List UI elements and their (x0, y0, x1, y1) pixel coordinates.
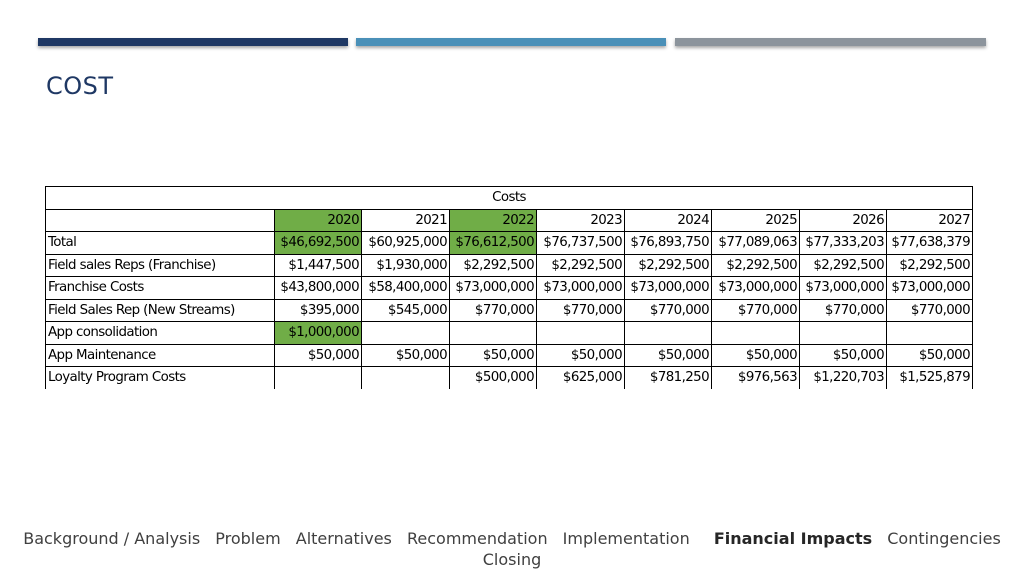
year-header: 2021 (362, 209, 450, 232)
header-blank-cell (46, 209, 275, 232)
cost-cell: $73,000,000 (625, 277, 712, 300)
cost-cell: $43,800,000 (275, 277, 362, 300)
cost-cell: $58,400,000 (362, 277, 450, 300)
cost-cell: $50,000 (275, 344, 362, 367)
cost-cell: $60,925,000 (362, 232, 450, 255)
cost-cell: $1,000,000 (275, 322, 362, 345)
cost-cell: $2,292,500 (712, 254, 800, 277)
table-caption-row (46, 187, 973, 210)
cost-cell: $46,692,500 (275, 232, 362, 255)
table-header-row (46, 209, 973, 232)
cost-cell: $73,000,000 (800, 277, 887, 300)
nav-item-contingencies[interactable]: Contingencies (887, 529, 1001, 548)
cost-cell: $976,563 (712, 367, 800, 389)
cost-cell: $1,930,000 (362, 254, 450, 277)
cost-cell (712, 322, 800, 345)
row-label: Franchise Costs (46, 277, 275, 300)
table-row (46, 277, 973, 300)
table-row (46, 232, 973, 255)
row-label: Field Sales Rep (New Streams) (46, 299, 275, 322)
cost-cell: $76,612,500 (450, 232, 537, 255)
cost-cell: $770,000 (712, 299, 800, 322)
cost-cell: $770,000 (537, 299, 625, 322)
year-header: 2022 (450, 209, 537, 232)
cost-cell: $73,000,000 (887, 277, 973, 300)
cost-cell: $77,638,379 (887, 232, 973, 255)
header-accent-bars (38, 38, 986, 47)
cost-cell (625, 322, 712, 345)
cost-cell: $50,000 (887, 344, 973, 367)
cost-cell: $50,000 (537, 344, 625, 367)
cost-cell: $50,000 (712, 344, 800, 367)
cost-cell: $77,333,203 (800, 232, 887, 255)
cost-cell: $1,220,703 (800, 367, 887, 389)
row-label: Loyalty Program Costs (46, 367, 275, 389)
cost-cell: $781,250 (625, 367, 712, 389)
cost-cell: $50,000 (800, 344, 887, 367)
accent-bar-navy (38, 38, 348, 46)
table-row (46, 254, 973, 277)
year-header: 2020 (275, 209, 362, 232)
cost-cell: $2,292,500 (800, 254, 887, 277)
cost-cell (800, 322, 887, 345)
nav-item-recommendation[interactable]: Recommendation (406, 529, 548, 548)
cost-cell: $770,000 (625, 299, 712, 322)
cost-cell: $50,000 (450, 344, 537, 367)
row-label: Field sales Reps (Franchise) (46, 254, 275, 277)
cost-cell: $50,000 (625, 344, 712, 367)
cost-cell (362, 367, 450, 389)
cost-cell: $545,000 (362, 299, 450, 322)
slide-title: COST (46, 72, 114, 100)
cost-cell: $73,000,000 (712, 277, 800, 300)
cost-cell: $770,000 (800, 299, 887, 322)
cost-cell: $395,000 (275, 299, 362, 322)
section-nav (0, 528, 1024, 570)
cost-cell: $2,292,500 (887, 254, 973, 277)
cost-cell: $76,893,750 (625, 232, 712, 255)
row-label: App Maintenance (46, 344, 275, 367)
cost-cell (450, 322, 537, 345)
section-nav-line-1 (0, 528, 1024, 549)
nav-item-financial-impacts[interactable]: Financial Impacts (713, 529, 873, 548)
year-header: 2024 (625, 209, 712, 232)
cost-cell: $770,000 (887, 299, 973, 322)
cost-cell: $770,000 (450, 299, 537, 322)
nav-item-problem[interactable]: Problem (215, 529, 281, 548)
year-header: 2023 (537, 209, 625, 232)
cost-cell: $500,000 (450, 367, 537, 389)
nav-item-closing[interactable]: Closing (482, 550, 542, 569)
cost-cell: $50,000 (362, 344, 450, 367)
table-row (46, 344, 973, 367)
section-nav-line-2 (0, 549, 1024, 570)
cost-cell: $73,000,000 (537, 277, 625, 300)
table-row (46, 322, 973, 345)
nav-item-implementation[interactable]: Implementation (562, 529, 690, 548)
year-header: 2025 (712, 209, 800, 232)
table-caption: Costs (46, 187, 973, 210)
cost-cell (887, 322, 973, 345)
cost-cell (362, 322, 450, 345)
cost-cell: $625,000 (537, 367, 625, 389)
cost-cell: $1,447,500 (275, 254, 362, 277)
row-label: Total (46, 232, 275, 255)
table-row (46, 367, 973, 389)
cost-cell: $2,292,500 (625, 254, 712, 277)
nav-item-background-analysis[interactable]: Background / Analysis (23, 529, 201, 548)
costs-table (45, 186, 973, 389)
accent-bar-blue (356, 38, 666, 46)
year-header: 2026 (800, 209, 887, 232)
accent-bar-gray (675, 38, 986, 46)
cost-cell: $2,292,500 (450, 254, 537, 277)
cost-cell: $73,000,000 (450, 277, 537, 300)
nav-item-alternatives[interactable]: Alternatives (295, 529, 392, 548)
cost-cell: $2,292,500 (537, 254, 625, 277)
cost-cell: $77,089,063 (712, 232, 800, 255)
cost-cell: $1,525,879 (887, 367, 973, 389)
cost-cell (537, 322, 625, 345)
year-header: 2027 (887, 209, 973, 232)
cost-cell (275, 367, 362, 389)
table-row (46, 299, 973, 322)
row-label: App consolidation (46, 322, 275, 345)
cost-cell: $76,737,500 (537, 232, 625, 255)
